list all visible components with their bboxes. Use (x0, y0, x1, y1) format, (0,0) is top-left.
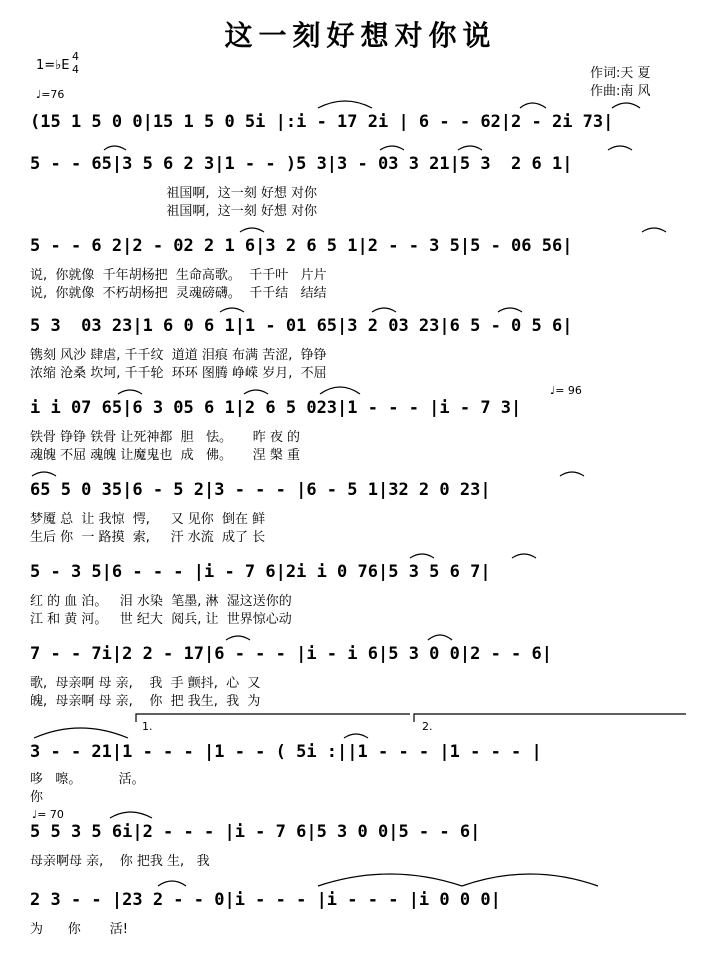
slur (344, 734, 368, 738)
lyric-verse-2: 江 和 黄 河。 世 纪大 阅兵, 让 世界惊心动 (30, 612, 292, 627)
slur (512, 554, 536, 558)
key-signature: 1=♭E (36, 58, 70, 73)
lyric-verse-1: 镌刻 风沙 肆虐, 千千纹 道道 泪痕 布满 苦涩, 铮铮 (30, 348, 327, 363)
slur (110, 812, 152, 818)
notation-line: 5 5 3 5 6i|2 - - - |i - 7 6|5 3 0 0|5 - - 6| (30, 822, 481, 842)
notation-line: i i 07 65|6 3 05 6 1|2 6 5 023|1 - - - |i - 7 3| (30, 398, 522, 418)
lyric-verse-1: 歌, 母亲啊 母 亲, 我 手 颤抖, 心 又 (30, 676, 261, 691)
time-signature (72, 50, 79, 76)
volta-1: 1. (142, 720, 153, 733)
notation-line: 5 - 3 5|6 - - - |i - 7 6|2i i 0 76|5 3 5 6 7| (30, 562, 491, 582)
slur (372, 308, 396, 312)
tempo-change-70: ♩= 70 (32, 808, 64, 821)
notation-line: 5 - - 65|3 5 6 2 3|1 - - )5 3|3 - 03 3 21|5 3 2 6 1| (30, 154, 573, 174)
slur (318, 101, 372, 108)
lyric-verse-1: 哆 嚓。 活。 (30, 772, 145, 787)
volta-bracket (136, 714, 410, 722)
slur (158, 881, 186, 886)
notation-line: 5 - - 6 2|2 - 02 2 1 6|3 2 6 5 1|2 - - 3 5|5 - 06 56| (30, 236, 573, 256)
tempo-change-96: ♩= 96 (550, 384, 582, 397)
slur (410, 554, 434, 558)
slur (118, 390, 142, 394)
slur (612, 103, 640, 108)
lyric-verse-1: 梦魇 总 让 我惊 愕, 又 见你 倒在 鲜 (30, 512, 266, 527)
lyric-verse-2: 魄, 母亲啊 母 亲, 你 把 我生, 我 为 (30, 694, 261, 709)
notation-line: 2 3 - - |23 2 - - 0|i - - - |i - - - |i 0 0 0| (30, 890, 501, 910)
lyric-verse-1: 祖国啊, 这一刻 好想 对你 (30, 186, 318, 201)
slur (318, 874, 462, 886)
notation-line: (15 1 5 0 0|15 1 5 0 5i |:i - 17 2i | 6 - - 62|2 - 2i 73| (30, 112, 614, 132)
lyric-verse-1: 铁骨 铮铮 铁骨 让死神都 胆 怯。 昨 夜 的 (30, 430, 300, 445)
lyric-verse-1: 说, 你就像 千年胡杨把 生命高歌。 千千叶 片片 (30, 268, 327, 283)
meter-top: 4 (72, 50, 79, 63)
lyricist-credit: 作词:天 夏 (590, 66, 651, 81)
lyric-verse-1: 红 的 血 泊。 泪 水染 笔墨, 淋 湿这送你的 (30, 594, 292, 609)
volta-bracket (414, 714, 686, 722)
lyric-verse-2: 魂魄 不屈 魂魄 让魔鬼也 成 佛。 涅 槃 重 (30, 448, 300, 463)
composer-credit: 作曲:南 风 (590, 84, 651, 99)
lyric-verse-2: 浓缩 沧桑 坎坷, 千千轮 环环 图腾 峥嵘 岁月, 不屈 (30, 366, 327, 381)
notation-line: 7 - - 7i|2 2 - 17|6 - - - |i - i 6|5 3 0 0|2 - - 6| (30, 644, 552, 664)
slur (220, 308, 244, 312)
slur (520, 103, 546, 108)
slur (560, 472, 584, 476)
song-title: 这一刻好想对你说 (224, 19, 497, 52)
slur (32, 472, 56, 476)
slur (240, 228, 264, 232)
tempo-mark: ♩=76 (36, 88, 65, 101)
slur (642, 228, 666, 232)
notation-line: 3 - - 21|1 - - - |1 - - ( 5i :||1 - - - |1 - - - | (30, 742, 542, 762)
slur (104, 146, 126, 150)
slur (428, 635, 452, 640)
lyric-verse-2: 生后 你 一 路摸 索, 汗 水流 成了 长 (30, 530, 266, 545)
lyric-verse-2: 你 (30, 790, 44, 805)
slur (380, 146, 404, 150)
lyric-verse-2: 祖国啊, 这一刻 好想 对你 (30, 204, 318, 219)
slur (320, 387, 360, 394)
notation-line: 65 5 0 35|6 - 5 2|3 - - - |6 - 5 1|32 2 0 23| (30, 480, 491, 500)
slur (462, 874, 598, 886)
lyric-verse-2: 说, 你就像 不朽胡杨把 灵魂磅礴。 千千结 结结 (30, 286, 327, 301)
lyric-verse-1: 母亲啊母 亲, 你 把我 生, 我 (30, 854, 210, 869)
slur (458, 146, 482, 150)
volta-2: 2. (422, 720, 433, 733)
notation-line: 5 3 03 23|1 6 0 6 1|1 - 01 65|3 2 03 23|6 5 - 0 5 6| (30, 316, 573, 336)
meter-bottom: 4 (72, 63, 79, 76)
slur (34, 728, 128, 738)
slur (226, 636, 250, 640)
lyric-verse-1: 为 你 活! (30, 922, 128, 937)
slur (498, 308, 522, 312)
slur (244, 390, 268, 394)
slur (608, 146, 632, 150)
